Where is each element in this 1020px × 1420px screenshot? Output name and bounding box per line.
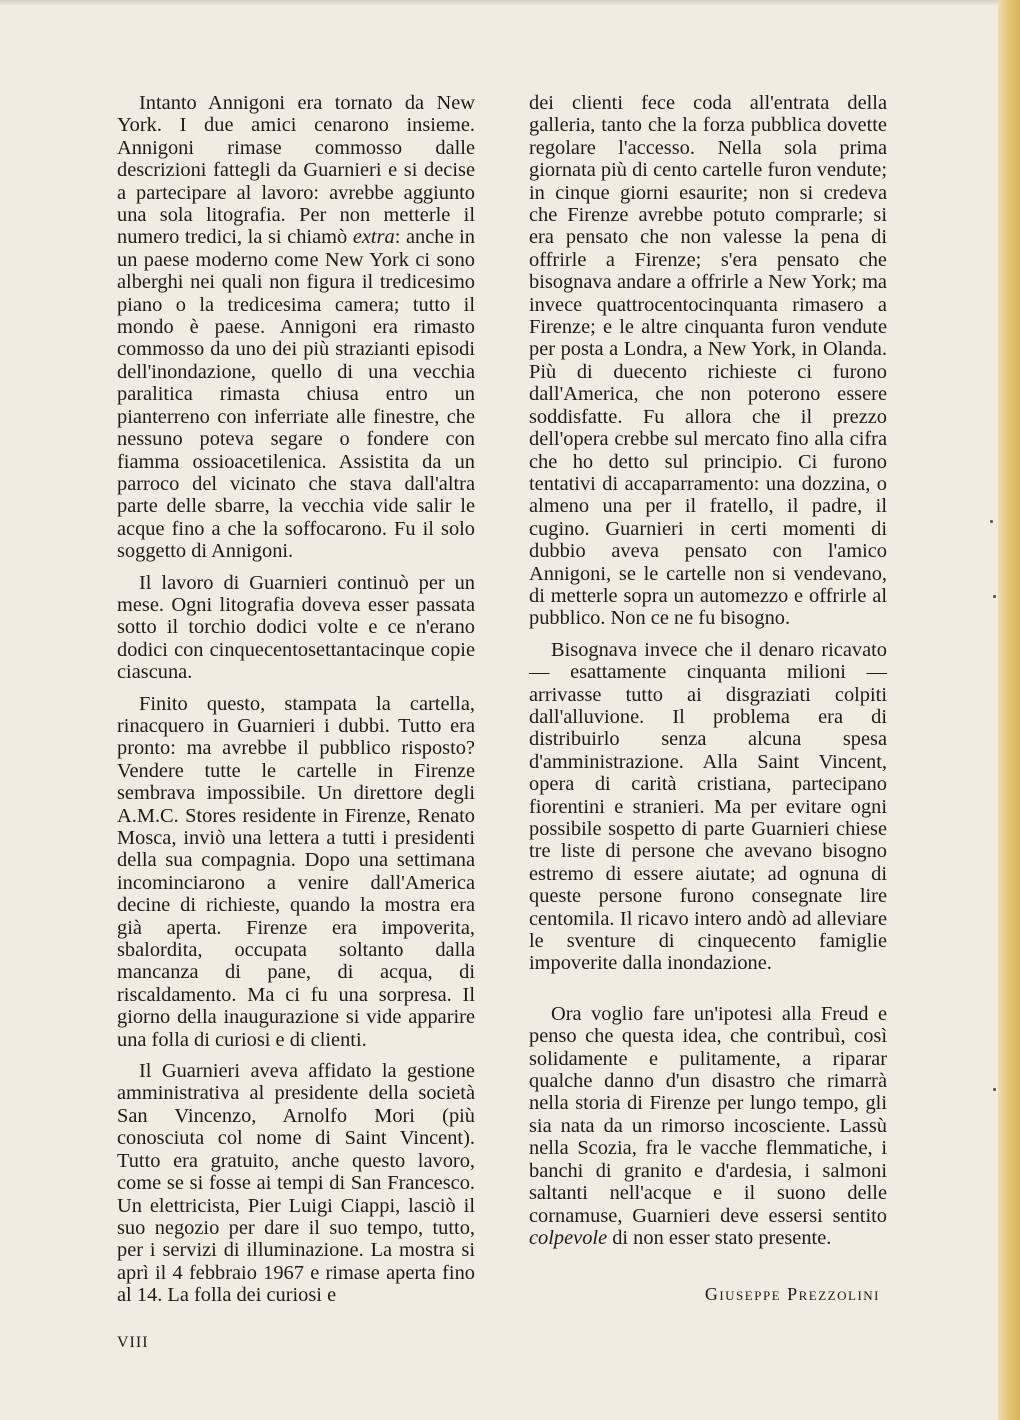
- emphasis-colpevole: colpevole: [529, 1226, 608, 1249]
- page-edge: [998, 0, 1020, 1420]
- author-signature: Giuseppe Prezzolini: [704, 1284, 880, 1304]
- right-paragraph-3: Ora voglio fare un'ipotesi alla Freud e penso che questa idea, che contribuì, così solidamente e pulitamente, a riparar qualche danno d'un disastro che rimarrà nella storia di Firenze per lungo tempo, gli sia nata da un rimorso incosciente. Lassù nella Scozia, fra le vacche flemmatiche, i banchi di granito e d'ardesia, i salmoni saltanti nell'acque e il suono delle cornamuse, Guarnieri deve essersi sentito colpevole di non esser stato presente.: [529, 1002, 887, 1249]
- left-paragraph-2: Il lavoro di Guarnieri continuò per un mese. Ogni litografia doveva esser passata sotto il torchio dodici volte e ce n'erano dodici con cinquecentosettantacinque copie ciascuna.: [117, 571, 475, 684]
- right-column: [529, 92, 887, 1249]
- left-paragraph-1: Intanto Annigoni era tornato da New York. I due amici cenarono insieme. Annigoni rimase commosso dalle descrizioni fattegli da Guarnieri e si decise a partecipare al lavoro: avrebbe aggiunto una sola litografia. Per non metterle il numero tredici, la si chiamò extra: anche in un paese moderno come New York ci sono alberghi nei quali non figura il tredicesimo piano o la tredicesima camera; tutto il mondo è paese. Annigoni era rimasto commosso da uno dei più strazianti episodi dell'inondazione, quello di una vecchia paralitica rimasta chiusa entro un pianterreno con inferriate alle finestre, che nessuno poteva segare o fondere con fiamma ossioacetilenica. Assistita da un parroco del vicinato che stava dall'altra parte delle sbarre, la vecchia vide salir le acque fino a che la soffocarono. Fu il solo soggetto di Annigoni.: [117, 92, 475, 563]
- emphasis-extra: extra: [352, 226, 395, 249]
- edge-mark: [993, 595, 996, 598]
- left-paragraph-4: Il Guarnieri aveva affidato la gestione amministrativa al presidente della società San Vincenzo, Arnolfo Mori (più conosciuta col nome di Saint Vincent). Tutto era gratuito, anche questo lavoro, come se si fosse ai tempi di San Francesco. Un elettricista, Pier Luigi Ciappi, lasciò il suo negozio per dare il suo tempo, tutto, per i servizi di illuminazione. La mostra si aprì il 4 febbraio 1967 e rimase aperta fino al 14. La folla dei curiosi e: [117, 1060, 475, 1307]
- edge-mark: [993, 1088, 996, 1091]
- page-top-shadow: [0, 0, 1000, 6]
- right-paragraph-1: dei clienti fece coda all'entrata della galleria, tanto che la forza pubblica dovette regolare l'accesso. Nella sola prima giornata più di cento cartelle furon vendute; in cinque giorni esaurite; non si credeva che Firenze avrebbe potuto comprarle; si era pensato che non valesse la pena di offrirle a Firenze; s'era pensato che bisognava andare a offrirle a New York; ma invece quattrocentocinquanta rimasero a Firenze; e le altre cinquanta furon vendute per posta a Londra, a New York, in Olanda. Più di duecento richieste ci furono dall'America, che non poterono essere soddisfatte. Fu allora che il prezzo dell'opera crebbe sul mercato fino alla cifra che ho detto sul principio. Ci furono tentativi di accaparramento: una dozzina, o almeno una per il fratello, il padre, il cugino. Guarnieri in certi momenti di dubbio aveva pensato con l'amico Annigoni, se le cartelle non si vendevano, di metterle sopra un automezzo e offrirle al pubblico. Non ce ne fu bisogno.: [529, 92, 887, 630]
- page-number: VIII: [117, 1334, 149, 1351]
- right-paragraph-2: Bisognava invece che il denaro ricavato — esattamente cinquanta milioni — arrivasse tutto ai disgraziati colpiti dall'alluvione. Il problema era di distribuirlo senza alcuna spesa d'amministrazione. Alla Saint Vincent, opera di carità cristiana, partecipano fiorentini e stranieri. Ma per evitare ogni possibile sospetto di parte Guarnieri chiese tre liste di persone che avevano bisogno estremo di essere aiutate; ad ognuna di queste persone furono consegnate lire centomila. Il ricavo intero andò ad alleviare le sventure di cinquecento famiglie impoverite dalla inondazione.: [529, 638, 887, 975]
- section-gap: [529, 975, 887, 1003]
- left-column: [117, 92, 475, 1307]
- edge-mark: [990, 520, 993, 523]
- left-paragraph-3: Finito questo, stampata la cartella, rinacquero in Guarnieri i dubbi. Tutto era pronto: ma avrebbe il pubblico risposto? Vendere tutte le cartelle in Firenze sembrava impossibile. Un direttore degli A.M.C. Stores residente in Firenze, Renato Mosca, inviò una lettera a tutti i presidenti della sua compagnia. Dopo una settimana incominciarono a venire dall'America decine di richieste, quando la mostra era già aperta. Firenze era impoverita, sbalordita, occupata soltanto dalla mancanza di pane, di acqua, di riscaldamento. Ma ci fu una sorpresa. Il giorno della inaugurazione si vide apparire una folla di curiosi e di clienti.: [117, 692, 475, 1051]
